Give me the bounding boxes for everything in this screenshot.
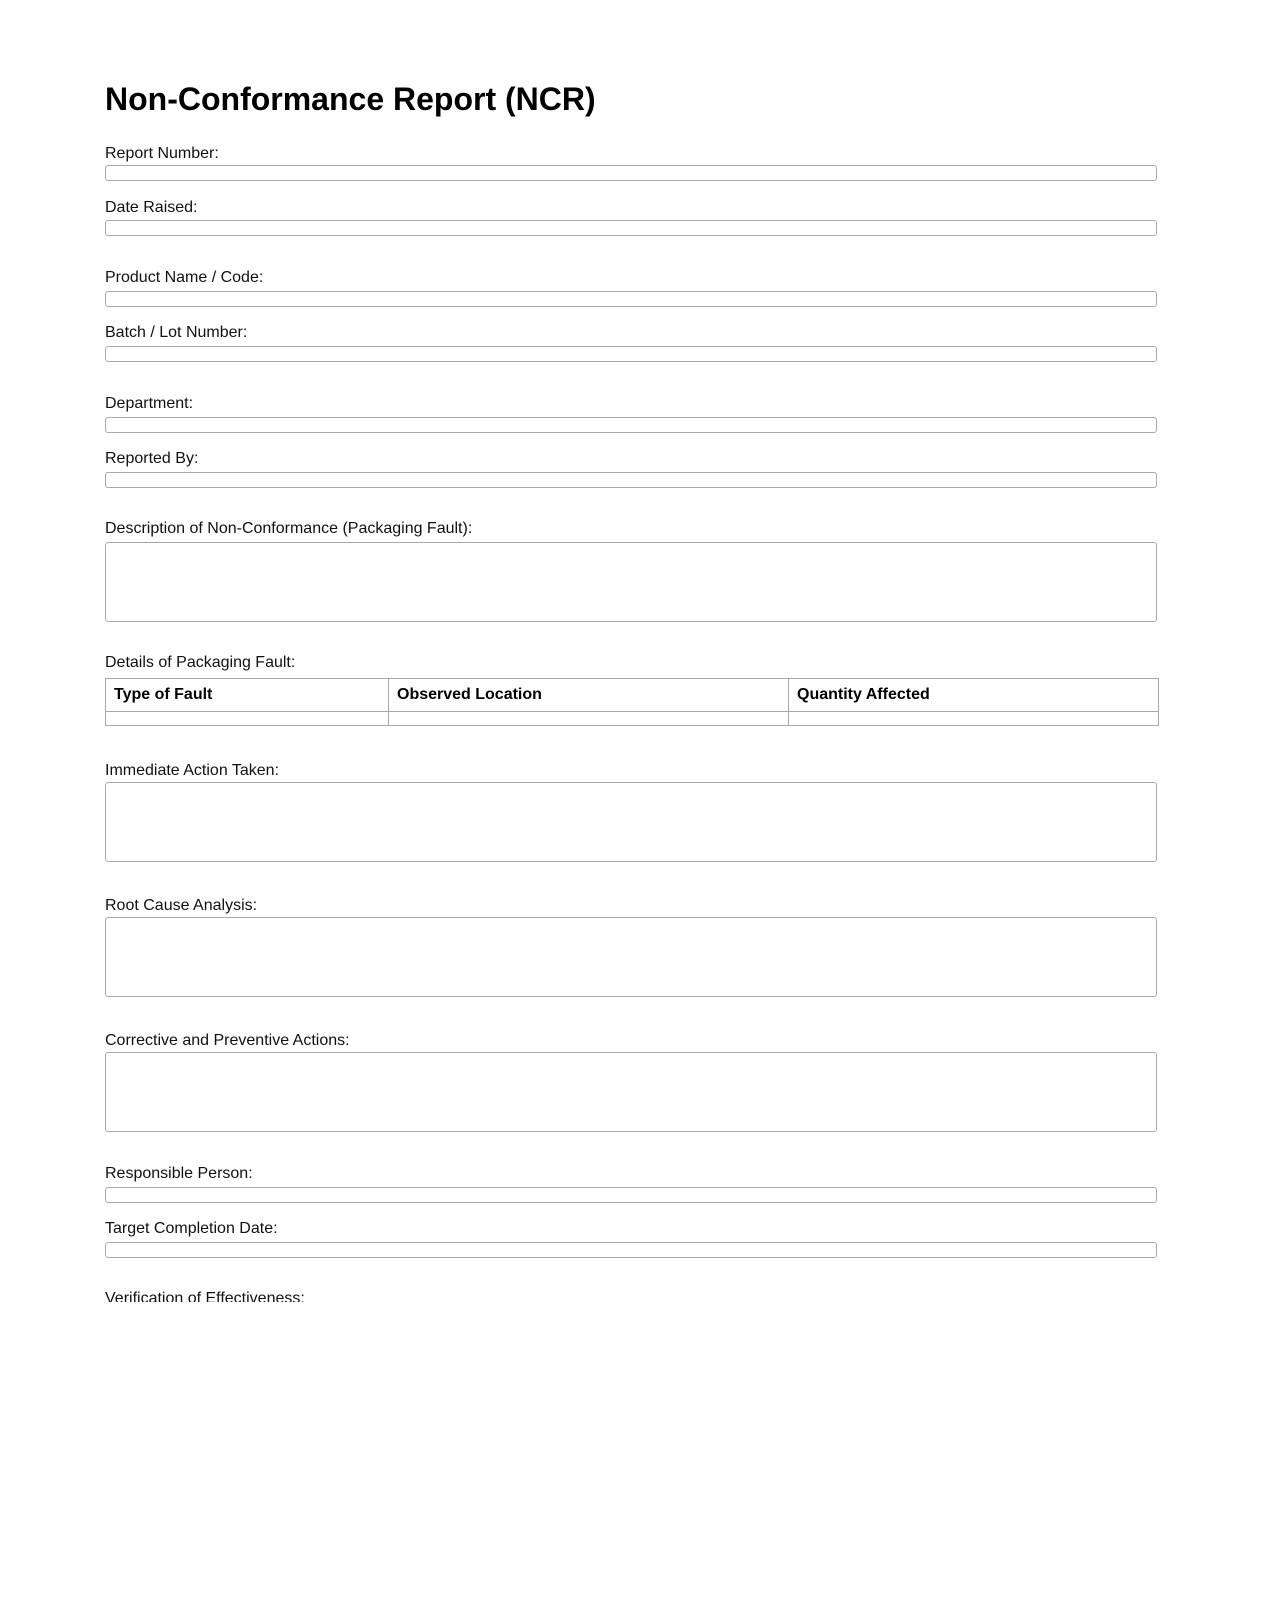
fault-table-label: Details of Packaging Fault:: [105, 654, 296, 671]
verification-label: Verification of Effectiveness:: [105, 1290, 305, 1302]
target-completion-date-label: Target Completion Date:: [105, 1220, 278, 1237]
cell-observed-location[interactable]: [389, 712, 789, 726]
cell-quantity-affected[interactable]: [789, 712, 1159, 726]
column-header-quantity-affected: Quantity Affected: [789, 679, 1159, 712]
department-input[interactable]: [105, 417, 1157, 433]
cell-type-of-fault[interactable]: [106, 712, 389, 726]
description-label: Description of Non-Conformance (Packaging Fault):: [105, 520, 473, 537]
corrective-preventive-label: Corrective and Preventive Actions:: [105, 1032, 350, 1049]
reported-by-label: Reported By:: [105, 450, 199, 467]
column-header-type-of-fault: Type of Fault: [106, 679, 389, 712]
root-cause-textarea[interactable]: [105, 917, 1157, 997]
table-row: [106, 712, 1159, 726]
product-name-code-label: Product Name / Code:: [105, 269, 264, 286]
packaging-fault-table: [105, 678, 1159, 726]
immediate-action-label: Immediate Action Taken:: [105, 762, 280, 779]
report-number-label: Report Number:: [105, 145, 219, 162]
date-raised-label: Date Raised:: [105, 199, 198, 216]
responsible-person-input[interactable]: [105, 1187, 1157, 1203]
responsible-person-label: Responsible Person:: [105, 1165, 253, 1182]
department-label: Department:: [105, 395, 194, 412]
date-raised-input[interactable]: [105, 220, 1157, 236]
corrective-preventive-textarea[interactable]: [105, 1052, 1157, 1132]
product-name-code-input[interactable]: [105, 291, 1157, 307]
immediate-action-textarea[interactable]: [105, 782, 1157, 862]
page-title: Non-Conformance Report (NCR): [105, 81, 596, 117]
column-header-observed-location: Observed Location: [389, 679, 789, 712]
target-completion-date-input[interactable]: [105, 1242, 1157, 1258]
report-number-input[interactable]: [105, 165, 1157, 181]
root-cause-label: Root Cause Analysis:: [105, 897, 258, 914]
batch-lot-number-input[interactable]: [105, 346, 1157, 362]
table-header-row: [106, 679, 1159, 712]
batch-lot-number-label: Batch / Lot Number:: [105, 324, 248, 341]
reported-by-input[interactable]: [105, 472, 1157, 488]
description-textarea[interactable]: [105, 542, 1157, 622]
